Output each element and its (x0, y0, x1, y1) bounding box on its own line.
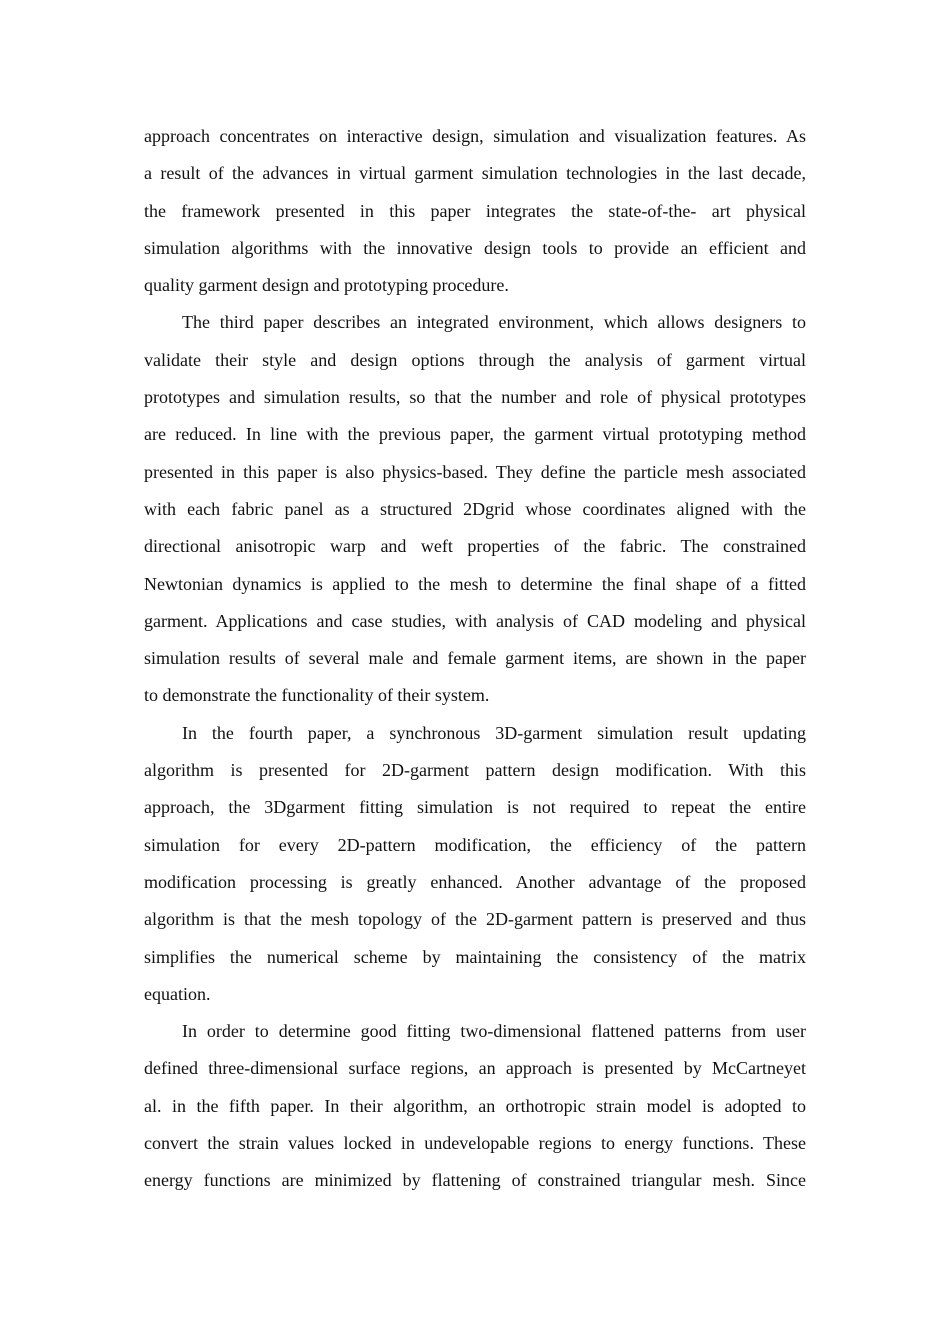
paragraph-3-line-4: simulation for every 2D-pattern modification, the efficiency of the pattern (144, 834, 806, 855)
paragraph-1-line-3: the framework presented in this paper integrates the state-of-the- art physical (144, 200, 806, 221)
paragraph-4-line-3: al. in the fifth paper. In their algorithm, an orthotropic strain model is adopted to (144, 1095, 806, 1116)
paragraph-2-line-5: presented in this paper is also physics-based. They define the particle mesh associated (144, 461, 806, 482)
paragraph-3-line-1: In the fourth paper, a synchronous 3D-garment simulation result updating (182, 722, 806, 743)
paragraph-2-line-9: garment. Applications and case studies, with analysis of CAD modeling and physical (144, 610, 806, 631)
paragraph-2-line-7: directional anisotropic warp and weft properties of the fabric. The constrained (144, 536, 806, 557)
paragraph-1-line-5: quality garment design and prototyping procedure. (144, 275, 509, 296)
paragraph-4-line-4: convert the strain values locked in undevelopable regions to energy functions. These (144, 1133, 806, 1154)
paragraph-2-line-2: validate their style and design options through the analysis of garment virtual (144, 349, 806, 370)
paragraph-1-line-2: a result of the advances in virtual garment simulation technologies in the last decade, (144, 163, 806, 184)
paragraph-4-line-5: energy functions are minimized by flattening of constrained triangular mesh. Since (144, 1170, 806, 1191)
paragraph-3-line-8: equation. (144, 983, 211, 1004)
paragraph-1-line-1: approach concentrates on interactive design, simulation and visualization features. As (144, 126, 806, 146)
paragraph-4-line-1: In order to determine good fitting two-dimensional flattened patterns from user (182, 1021, 806, 1042)
paragraph-2-line-1: The third paper describes an integrated environment, which allows designers to (182, 312, 806, 333)
paragraph-2-line-6: with each fabric panel as a structured 2Dgrid whose coordinates aligned with the (144, 498, 806, 519)
paragraph-2-line-10: simulation results of several male and female garment items, are shown in the paper (144, 648, 806, 669)
paragraph-2-line-11: to demonstrate the functionality of their system. (144, 685, 490, 706)
paragraph-3-line-5: modification processing is greatly enhanced. Another advantage of the proposed (144, 871, 806, 892)
paragraph-4-line-2: defined three-dimensional surface regions, an approach is presented by McCartneyet (144, 1058, 806, 1079)
paragraph-2-line-4: are reduced. In line with the previous paper, the garment virtual prototyping method (144, 424, 806, 445)
paragraph-2-line-8: Newtonian dynamics is applied to the mesh to determine the final shape of a fitted (144, 573, 806, 594)
paragraph-3-line-3: approach, the 3Dgarment fitting simulation is not required to repeat the entire (144, 797, 806, 818)
paragraph-3-line-2: algorithm is presented for 2D-garment pattern design modification. With this (144, 760, 806, 781)
paragraph-3-line-6: algorithm is that the mesh topology of the 2D-garment pattern is preserved and thus (144, 909, 806, 930)
body-text (144, 121, 806, 1203)
paragraph-2-line-3: prototypes and simulation results, so that the number and role of physical prototypes (144, 387, 806, 408)
paragraph-1-line-4: simulation algorithms with the innovative design tools to provide an efficient and (144, 237, 806, 258)
paragraph-3-line-7: simplifies the numerical scheme by maintaining the consistency of the matrix (144, 946, 806, 967)
